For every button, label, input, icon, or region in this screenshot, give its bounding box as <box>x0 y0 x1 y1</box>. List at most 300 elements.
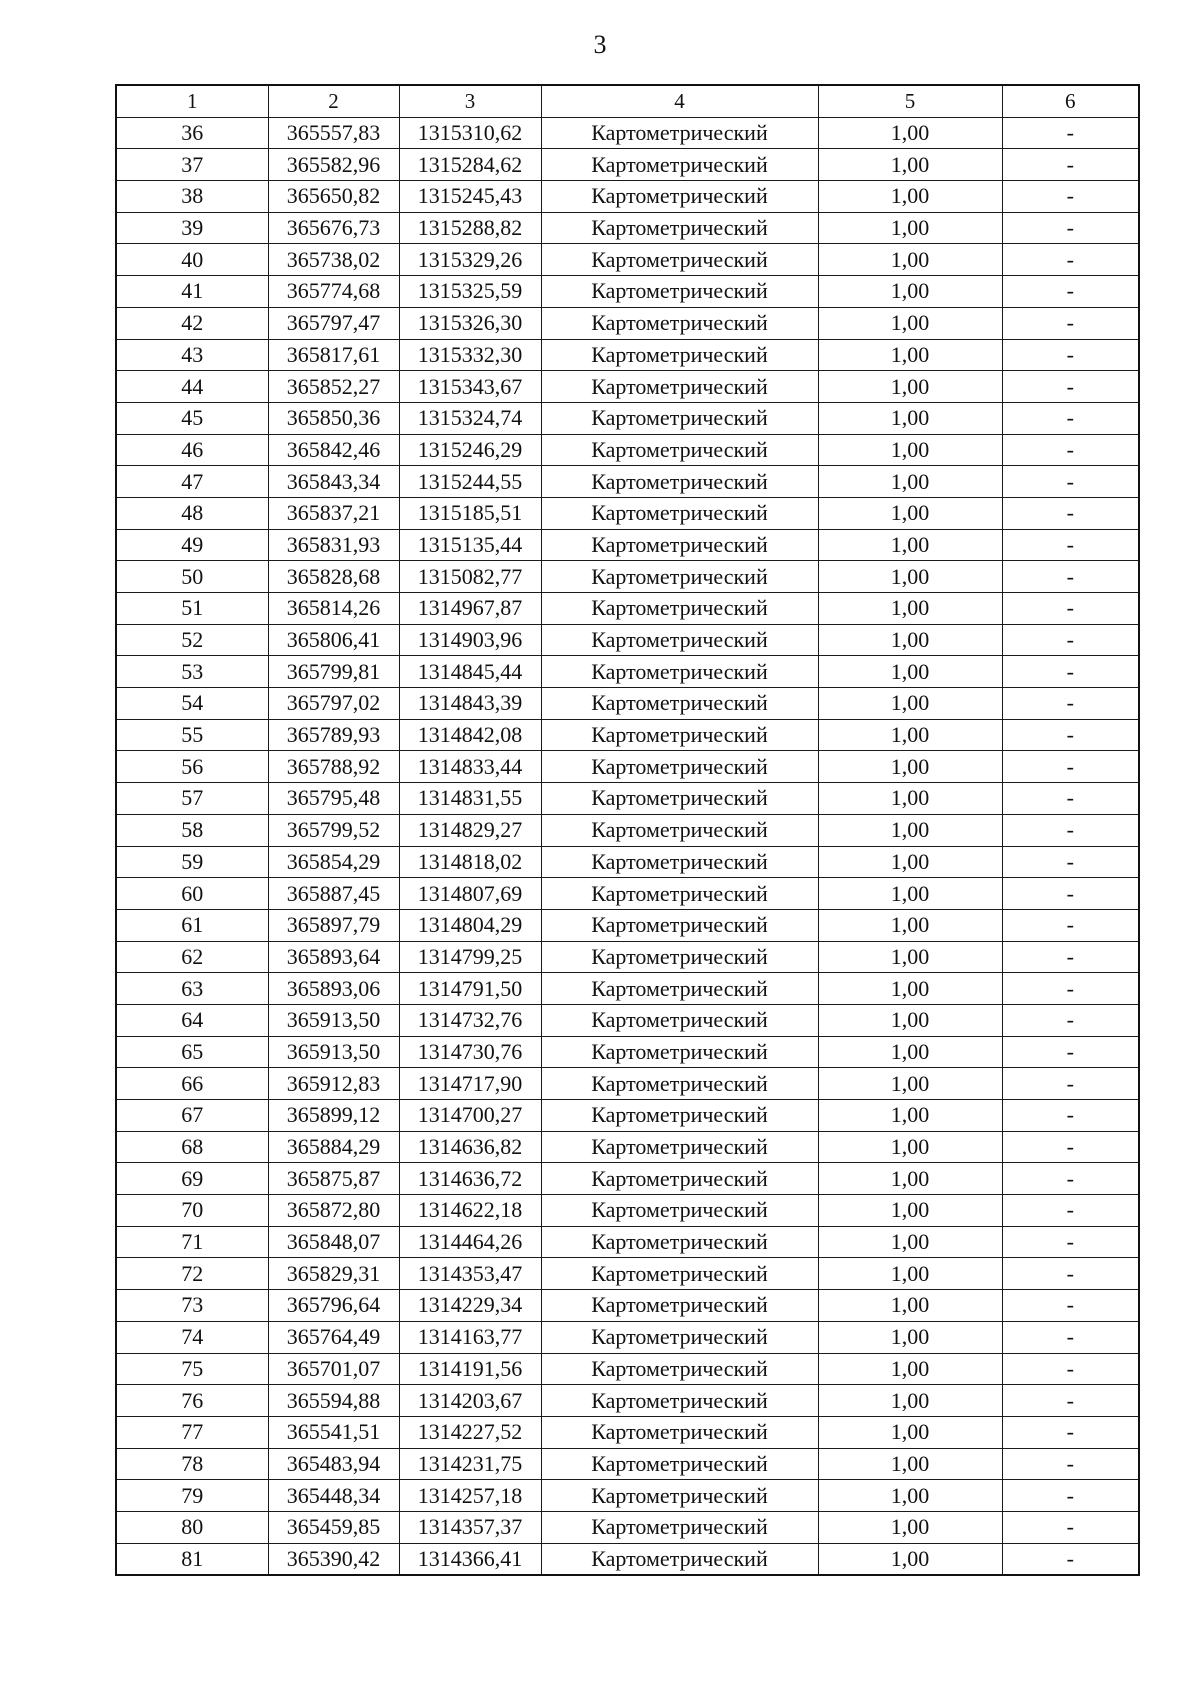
accuracy-cell: 1,00 <box>818 1416 1002 1448</box>
point-number-cell: 38 <box>116 181 268 213</box>
point-number-cell: 71 <box>116 1226 268 1258</box>
method-cell: Картометрический <box>541 117 818 149</box>
x-coordinate-cell: 365829,31 <box>268 1258 399 1290</box>
y-coordinate-cell: 1314818,02 <box>399 846 541 878</box>
method-cell: Картометрический <box>541 466 818 498</box>
method-cell: Картометрический <box>541 212 818 244</box>
point-number-cell: 69 <box>116 1163 268 1195</box>
table-row <box>116 1448 1139 1480</box>
table-row <box>116 909 1139 941</box>
point-number-cell: 63 <box>116 973 268 1005</box>
y-coordinate-cell: 1314804,29 <box>399 909 541 941</box>
x-coordinate-cell: 365912,83 <box>268 1068 399 1100</box>
point-number-cell: 67 <box>116 1100 268 1132</box>
x-coordinate-cell: 365795,48 <box>268 783 399 815</box>
method-cell: Картометрический <box>541 656 818 688</box>
table-row <box>116 434 1139 466</box>
y-coordinate-cell: 1314257,18 <box>399 1480 541 1512</box>
header-cell: 4 <box>541 85 818 117</box>
accuracy-cell: 1,00 <box>818 941 1002 973</box>
accuracy-cell: 1,00 <box>818 1195 1002 1227</box>
point-number-cell: 61 <box>116 909 268 941</box>
y-coordinate-cell: 1314791,50 <box>399 973 541 1005</box>
x-coordinate-cell: 365390,42 <box>268 1543 399 1575</box>
y-coordinate-cell: 1315135,44 <box>399 529 541 561</box>
accuracy-cell: 1,00 <box>818 1226 1002 1258</box>
table-row <box>116 1480 1139 1512</box>
method-cell: Картометрический <box>541 624 818 656</box>
point-number-cell: 66 <box>116 1068 268 1100</box>
description-cell: - <box>1002 402 1139 434</box>
accuracy-cell: 1,00 <box>818 466 1002 498</box>
y-coordinate-cell: 1314903,96 <box>399 624 541 656</box>
method-cell: Картометрический <box>541 561 818 593</box>
accuracy-cell: 1,00 <box>818 497 1002 529</box>
x-coordinate-cell: 365875,87 <box>268 1163 399 1195</box>
x-coordinate-cell: 365541,51 <box>268 1416 399 1448</box>
method-cell: Картометрический <box>541 1543 818 1575</box>
point-number-cell: 72 <box>116 1258 268 1290</box>
accuracy-cell: 1,00 <box>818 1163 1002 1195</box>
table-row <box>116 1290 1139 1322</box>
description-cell: - <box>1002 1195 1139 1227</box>
table-row <box>116 307 1139 339</box>
x-coordinate-cell: 365852,27 <box>268 371 399 403</box>
accuracy-cell: 1,00 <box>818 783 1002 815</box>
x-coordinate-cell: 365850,36 <box>268 402 399 434</box>
table-row <box>116 1353 1139 1385</box>
x-coordinate-cell: 365650,82 <box>268 181 399 213</box>
x-coordinate-cell: 365483,94 <box>268 1448 399 1480</box>
y-coordinate-cell: 1314231,75 <box>399 1448 541 1480</box>
table-row <box>116 814 1139 846</box>
y-coordinate-cell: 1315343,67 <box>399 371 541 403</box>
point-number-cell: 39 <box>116 212 268 244</box>
table-row <box>116 339 1139 371</box>
description-cell: - <box>1002 1480 1139 1512</box>
description-cell: - <box>1002 1036 1139 1068</box>
accuracy-cell: 1,00 <box>818 1036 1002 1068</box>
y-coordinate-cell: 1314357,37 <box>399 1511 541 1543</box>
description-cell: - <box>1002 814 1139 846</box>
table-row <box>116 878 1139 910</box>
accuracy-cell: 1,00 <box>818 1353 1002 1385</box>
description-cell: - <box>1002 1353 1139 1385</box>
point-number-cell: 37 <box>116 149 268 181</box>
x-coordinate-cell: 365799,52 <box>268 814 399 846</box>
accuracy-cell: 1,00 <box>818 656 1002 688</box>
table-row <box>116 1131 1139 1163</box>
method-cell: Картометрический <box>541 1416 818 1448</box>
method-cell: Картометрический <box>541 1226 818 1258</box>
accuracy-cell: 1,00 <box>818 149 1002 181</box>
description-cell: - <box>1002 212 1139 244</box>
x-coordinate-cell: 365701,07 <box>268 1353 399 1385</box>
method-cell: Картометрический <box>541 1258 818 1290</box>
method-cell: Картометрический <box>541 1163 818 1195</box>
y-coordinate-cell: 1314829,27 <box>399 814 541 846</box>
x-coordinate-cell: 365854,29 <box>268 846 399 878</box>
header-cell: 3 <box>399 85 541 117</box>
method-cell: Картометрический <box>541 1195 818 1227</box>
y-coordinate-cell: 1314967,87 <box>399 593 541 625</box>
y-coordinate-cell: 1314229,34 <box>399 1290 541 1322</box>
method-cell: Картометрический <box>541 529 818 561</box>
y-coordinate-cell: 1314700,27 <box>399 1100 541 1132</box>
accuracy-cell: 1,00 <box>818 846 1002 878</box>
header-cell: 5 <box>818 85 1002 117</box>
x-coordinate-cell: 365797,02 <box>268 688 399 720</box>
description-cell: - <box>1002 846 1139 878</box>
method-cell: Картометрический <box>541 1511 818 1543</box>
point-number-cell: 47 <box>116 466 268 498</box>
y-coordinate-cell: 1315325,59 <box>399 276 541 308</box>
point-number-cell: 46 <box>116 434 268 466</box>
table-row <box>116 973 1139 1005</box>
x-coordinate-cell: 365828,68 <box>268 561 399 593</box>
y-coordinate-cell: 1315185,51 <box>399 497 541 529</box>
method-cell: Картометрический <box>541 909 818 941</box>
table-row <box>116 117 1139 149</box>
description-cell: - <box>1002 1290 1139 1322</box>
y-coordinate-cell: 1314203,67 <box>399 1385 541 1417</box>
point-number-cell: 56 <box>116 751 268 783</box>
table-row <box>116 624 1139 656</box>
description-cell: - <box>1002 719 1139 751</box>
y-coordinate-cell: 1314636,72 <box>399 1163 541 1195</box>
x-coordinate-cell: 365806,41 <box>268 624 399 656</box>
description-cell: - <box>1002 117 1139 149</box>
accuracy-cell: 1,00 <box>818 909 1002 941</box>
table-row <box>116 402 1139 434</box>
point-number-cell: 74 <box>116 1321 268 1353</box>
accuracy-cell: 1,00 <box>818 1004 1002 1036</box>
x-coordinate-cell: 365842,46 <box>268 434 399 466</box>
description-cell: - <box>1002 1131 1139 1163</box>
y-coordinate-cell: 1315245,43 <box>399 181 541 213</box>
y-coordinate-cell: 1314843,39 <box>399 688 541 720</box>
table-row <box>116 1258 1139 1290</box>
point-number-cell: 44 <box>116 371 268 403</box>
accuracy-cell: 1,00 <box>818 1480 1002 1512</box>
point-number-cell: 62 <box>116 941 268 973</box>
y-coordinate-cell: 1314353,47 <box>399 1258 541 1290</box>
description-cell: - <box>1002 783 1139 815</box>
point-number-cell: 59 <box>116 846 268 878</box>
accuracy-cell: 1,00 <box>818 751 1002 783</box>
table-row <box>116 1416 1139 1448</box>
description-cell: - <box>1002 1068 1139 1100</box>
x-coordinate-cell: 365843,34 <box>268 466 399 498</box>
method-cell: Картометрический <box>541 149 818 181</box>
description-cell: - <box>1002 1448 1139 1480</box>
accuracy-cell: 1,00 <box>818 1321 1002 1353</box>
method-cell: Картометрический <box>541 751 818 783</box>
x-coordinate-cell: 365594,88 <box>268 1385 399 1417</box>
x-coordinate-cell: 365899,12 <box>268 1100 399 1132</box>
x-coordinate-cell: 365831,93 <box>268 529 399 561</box>
point-number-cell: 43 <box>116 339 268 371</box>
x-coordinate-cell: 365837,21 <box>268 497 399 529</box>
y-coordinate-cell: 1314191,56 <box>399 1353 541 1385</box>
y-coordinate-cell: 1315332,30 <box>399 339 541 371</box>
accuracy-cell: 1,00 <box>818 212 1002 244</box>
table-row <box>116 719 1139 751</box>
table-row <box>116 1004 1139 1036</box>
x-coordinate-cell: 365797,47 <box>268 307 399 339</box>
y-coordinate-cell: 1315326,30 <box>399 307 541 339</box>
description-cell: - <box>1002 1416 1139 1448</box>
point-number-cell: 79 <box>116 1480 268 1512</box>
method-cell: Картометрический <box>541 371 818 403</box>
table-row <box>116 1226 1139 1258</box>
point-number-cell: 54 <box>116 688 268 720</box>
accuracy-cell: 1,00 <box>818 1511 1002 1543</box>
point-number-cell: 77 <box>116 1416 268 1448</box>
description-cell: - <box>1002 371 1139 403</box>
description-cell: - <box>1002 434 1139 466</box>
method-cell: Картометрический <box>541 1004 818 1036</box>
description-cell: - <box>1002 561 1139 593</box>
y-coordinate-cell: 1315284,62 <box>399 149 541 181</box>
header-cell: 6 <box>1002 85 1139 117</box>
point-number-cell: 45 <box>116 402 268 434</box>
x-coordinate-cell: 365872,80 <box>268 1195 399 1227</box>
point-number-cell: 58 <box>116 814 268 846</box>
y-coordinate-cell: 1314842,08 <box>399 719 541 751</box>
x-coordinate-cell: 365893,06 <box>268 973 399 1005</box>
point-number-cell: 68 <box>116 1131 268 1163</box>
table-row <box>116 1163 1139 1195</box>
x-coordinate-cell: 365738,02 <box>268 244 399 276</box>
description-cell: - <box>1002 466 1139 498</box>
accuracy-cell: 1,00 <box>818 878 1002 910</box>
y-coordinate-cell: 1315310,62 <box>399 117 541 149</box>
y-coordinate-cell: 1315288,82 <box>399 212 541 244</box>
accuracy-cell: 1,00 <box>818 276 1002 308</box>
point-number-cell: 42 <box>116 307 268 339</box>
point-number-cell: 40 <box>116 244 268 276</box>
accuracy-cell: 1,00 <box>818 1543 1002 1575</box>
accuracy-cell: 1,00 <box>818 973 1002 1005</box>
y-coordinate-cell: 1315244,55 <box>399 466 541 498</box>
accuracy-cell: 1,00 <box>818 1100 1002 1132</box>
point-number-cell: 70 <box>116 1195 268 1227</box>
point-number-cell: 57 <box>116 783 268 815</box>
table-row <box>116 1543 1139 1575</box>
header-cell: 2 <box>268 85 399 117</box>
y-coordinate-cell: 1314636,82 <box>399 1131 541 1163</box>
method-cell: Картометрический <box>541 1448 818 1480</box>
x-coordinate-cell: 365459,85 <box>268 1511 399 1543</box>
y-coordinate-cell: 1314163,77 <box>399 1321 541 1353</box>
accuracy-cell: 1,00 <box>818 117 1002 149</box>
accuracy-cell: 1,00 <box>818 402 1002 434</box>
accuracy-cell: 1,00 <box>818 244 1002 276</box>
point-number-cell: 73 <box>116 1290 268 1322</box>
table-row <box>116 561 1139 593</box>
table-row <box>116 371 1139 403</box>
description-cell: - <box>1002 878 1139 910</box>
table-row <box>116 1100 1139 1132</box>
point-number-cell: 48 <box>116 497 268 529</box>
table-row <box>116 656 1139 688</box>
description-cell: - <box>1002 1385 1139 1417</box>
description-cell: - <box>1002 1163 1139 1195</box>
method-cell: Картометрический <box>541 339 818 371</box>
y-coordinate-cell: 1314799,25 <box>399 941 541 973</box>
description-cell: - <box>1002 624 1139 656</box>
accuracy-cell: 1,00 <box>818 434 1002 466</box>
description-cell: - <box>1002 656 1139 688</box>
x-coordinate-cell: 365884,29 <box>268 1131 399 1163</box>
accuracy-cell: 1,00 <box>818 1258 1002 1290</box>
y-coordinate-cell: 1314366,41 <box>399 1543 541 1575</box>
table-row <box>116 466 1139 498</box>
y-coordinate-cell: 1315329,26 <box>399 244 541 276</box>
x-coordinate-cell: 365887,45 <box>268 878 399 910</box>
x-coordinate-cell: 365789,93 <box>268 719 399 751</box>
description-cell: - <box>1002 1511 1139 1543</box>
point-number-cell: 80 <box>116 1511 268 1543</box>
method-cell: Картометрический <box>541 1321 818 1353</box>
method-cell: Картометрический <box>541 1036 818 1068</box>
y-coordinate-cell: 1314730,76 <box>399 1036 541 1068</box>
method-cell: Картометрический <box>541 181 818 213</box>
method-cell: Картометрический <box>541 434 818 466</box>
x-coordinate-cell: 365799,81 <box>268 656 399 688</box>
y-coordinate-cell: 1314622,18 <box>399 1195 541 1227</box>
description-cell: - <box>1002 593 1139 625</box>
point-number-cell: 55 <box>116 719 268 751</box>
table-row <box>116 1068 1139 1100</box>
table-row <box>116 751 1139 783</box>
table-row <box>116 941 1139 973</box>
method-cell: Картометрический <box>541 1353 818 1385</box>
method-cell: Картометрический <box>541 402 818 434</box>
table-row <box>116 276 1139 308</box>
x-coordinate-cell: 365676,73 <box>268 212 399 244</box>
description-cell: - <box>1002 276 1139 308</box>
point-number-cell: 60 <box>116 878 268 910</box>
y-coordinate-cell: 1314807,69 <box>399 878 541 910</box>
accuracy-cell: 1,00 <box>818 1290 1002 1322</box>
x-coordinate-cell: 365448,34 <box>268 1480 399 1512</box>
y-coordinate-cell: 1314831,55 <box>399 783 541 815</box>
x-coordinate-cell: 365897,79 <box>268 909 399 941</box>
description-cell: - <box>1002 181 1139 213</box>
method-cell: Картометрический <box>541 1290 818 1322</box>
description-cell: - <box>1002 909 1139 941</box>
y-coordinate-cell: 1314833,44 <box>399 751 541 783</box>
table-row <box>116 212 1139 244</box>
method-cell: Картометрический <box>541 814 818 846</box>
table-header-row <box>116 85 1139 117</box>
y-coordinate-cell: 1314227,52 <box>399 1416 541 1448</box>
x-coordinate-cell: 365796,64 <box>268 1290 399 1322</box>
page-number: 3 <box>593 30 607 59</box>
accuracy-cell: 1,00 <box>818 719 1002 751</box>
x-coordinate-cell: 365913,50 <box>268 1004 399 1036</box>
method-cell: Картометрический <box>541 1068 818 1100</box>
accuracy-cell: 1,00 <box>818 181 1002 213</box>
description-cell: - <box>1002 1321 1139 1353</box>
table-row <box>116 497 1139 529</box>
accuracy-cell: 1,00 <box>818 1068 1002 1100</box>
description-cell: - <box>1002 244 1139 276</box>
x-coordinate-cell: 365788,92 <box>268 751 399 783</box>
y-coordinate-cell: 1315324,74 <box>399 402 541 434</box>
method-cell: Картометрический <box>541 1131 818 1163</box>
point-number-cell: 81 <box>116 1543 268 1575</box>
point-number-cell: 64 <box>116 1004 268 1036</box>
method-cell: Картометрический <box>541 593 818 625</box>
accuracy-cell: 1,00 <box>818 561 1002 593</box>
table-row <box>116 244 1139 276</box>
table-row <box>116 1036 1139 1068</box>
method-cell: Картометрический <box>541 941 818 973</box>
accuracy-cell: 1,00 <box>818 688 1002 720</box>
description-cell: - <box>1002 1258 1139 1290</box>
method-cell: Картометрический <box>541 846 818 878</box>
point-number-cell: 51 <box>116 593 268 625</box>
point-number-cell: 50 <box>116 561 268 593</box>
method-cell: Картометрический <box>541 244 818 276</box>
table-row <box>116 1195 1139 1227</box>
y-coordinate-cell: 1315246,29 <box>399 434 541 466</box>
accuracy-cell: 1,00 <box>818 1448 1002 1480</box>
point-number-cell: 78 <box>116 1448 268 1480</box>
point-number-cell: 52 <box>116 624 268 656</box>
method-cell: Картометрический <box>541 719 818 751</box>
method-cell: Картометрический <box>541 783 818 815</box>
coordinates-table <box>115 84 1140 1576</box>
description-cell: - <box>1002 307 1139 339</box>
table-row <box>116 1321 1139 1353</box>
method-cell: Картометрический <box>541 1385 818 1417</box>
description-cell: - <box>1002 751 1139 783</box>
description-cell: - <box>1002 688 1139 720</box>
accuracy-cell: 1,00 <box>818 1131 1002 1163</box>
y-coordinate-cell: 1314464,26 <box>399 1226 541 1258</box>
method-cell: Картометрический <box>541 688 818 720</box>
table-row <box>116 149 1139 181</box>
table-row <box>116 688 1139 720</box>
accuracy-cell: 1,00 <box>818 593 1002 625</box>
table-row <box>116 181 1139 213</box>
y-coordinate-cell: 1314732,76 <box>399 1004 541 1036</box>
point-number-cell: 41 <box>116 276 268 308</box>
x-coordinate-cell: 365814,26 <box>268 593 399 625</box>
description-cell: - <box>1002 497 1139 529</box>
point-number-cell: 36 <box>116 117 268 149</box>
method-cell: Картометрический <box>541 1480 818 1512</box>
x-coordinate-cell: 365764,49 <box>268 1321 399 1353</box>
accuracy-cell: 1,00 <box>818 529 1002 561</box>
table-row <box>116 529 1139 561</box>
description-cell: - <box>1002 1004 1139 1036</box>
description-cell: - <box>1002 973 1139 1005</box>
accuracy-cell: 1,00 <box>818 307 1002 339</box>
table-row <box>116 593 1139 625</box>
x-coordinate-cell: 365913,50 <box>268 1036 399 1068</box>
description-cell: - <box>1002 1226 1139 1258</box>
accuracy-cell: 1,00 <box>818 624 1002 656</box>
point-number-cell: 53 <box>116 656 268 688</box>
description-cell: - <box>1002 529 1139 561</box>
description-cell: - <box>1002 1543 1139 1575</box>
x-coordinate-cell: 365557,83 <box>268 117 399 149</box>
